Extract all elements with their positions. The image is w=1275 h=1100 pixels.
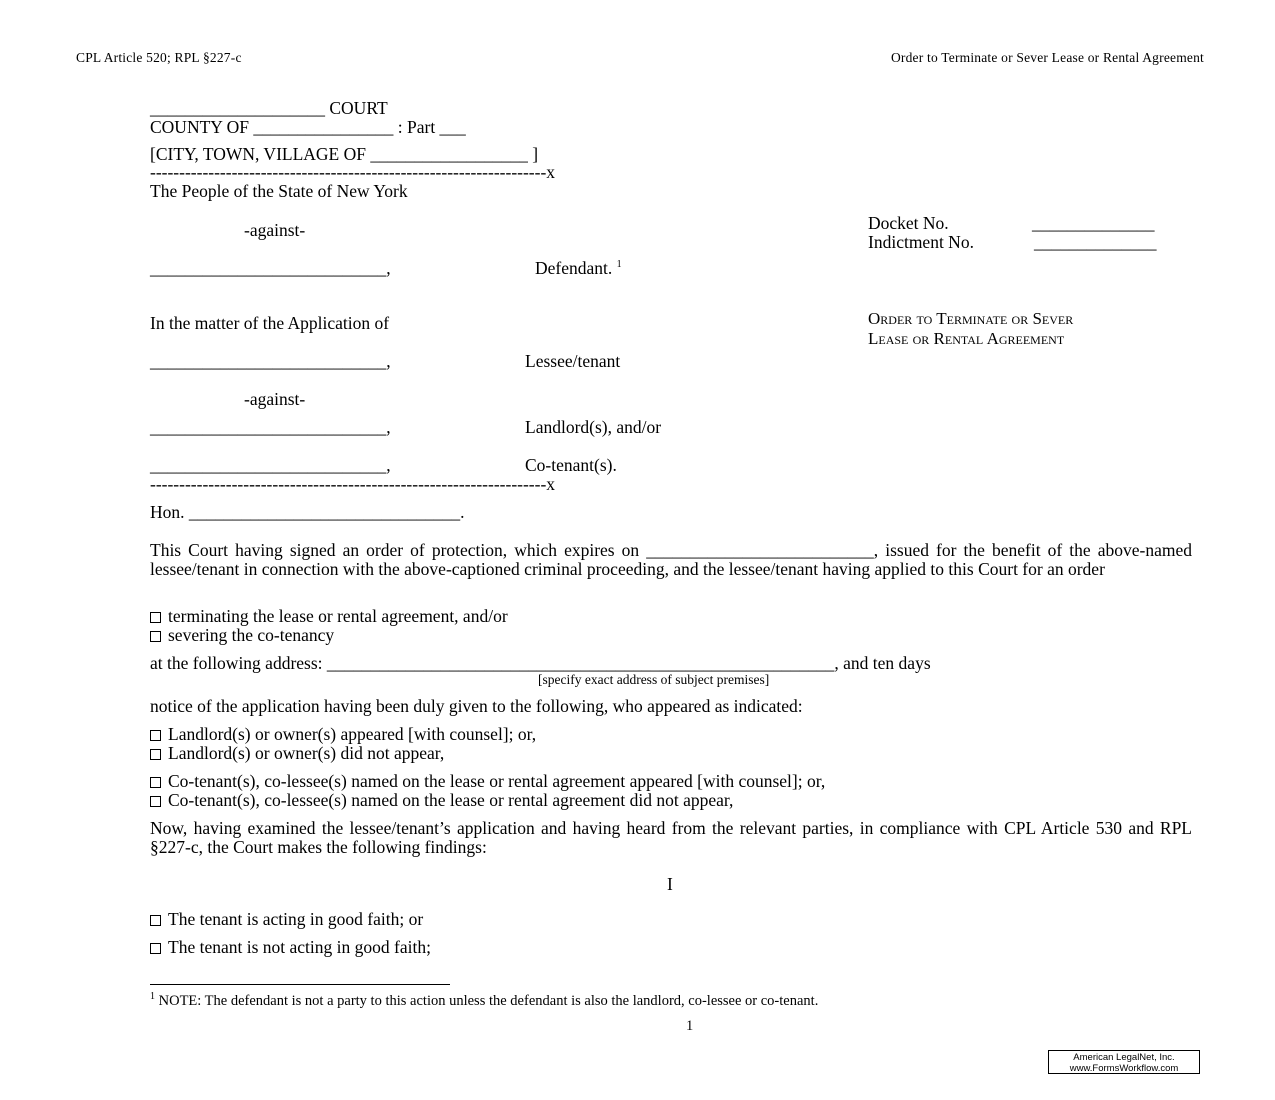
notice-text: notice of the application having been duly given to the following, who appeared as indicated: <box>150 696 803 716</box>
landlord-label: Landlord(s), and/or <box>525 417 662 437</box>
defendant-blank[interactable]: ___________________________, <box>150 258 391 278</box>
section-heading: I <box>667 874 673 894</box>
order-title-line-2: Lease or Rental Agreement <box>868 329 1065 348</box>
order-title-line-1: Order to Terminate or Sever <box>868 309 1074 328</box>
footnote-marker: 1 <box>150 991 155 1003</box>
landlord-blank[interactable]: ___________________________, <box>150 417 391 437</box>
findings-intro: Now, having examined the lessee/tenant’s application and having heard from the relevant parties, in compliance with CPL Article 530 and RPL §227-c, the Court makes the following findings: <box>150 818 1192 857</box>
address-line[interactable]: at the following address: __________________________________________________________, and ten days <box>150 653 931 673</box>
landlord-appeared-option[interactable]: Landlord(s) or owner(s) appeared [with counsel]; or, <box>150 725 536 744</box>
footnote-separator <box>150 984 450 985</box>
people-title: The People of the State of New York <box>150 181 408 201</box>
relief-option-terminate[interactable]: terminating the lease or rental agreement, and/or <box>150 607 508 626</box>
page-number: 1 <box>686 1018 694 1034</box>
checkbox-icon[interactable] <box>150 777 161 788</box>
cotenant-absent-option[interactable]: Co-tenant(s), co-lessee(s) named on the lease or rental agreement did not appear, <box>150 791 733 810</box>
publisher-url: www.FormsWorkflow.com <box>1069 1063 1179 1074</box>
judge-line[interactable]: Hon. _______________________________. <box>150 502 465 522</box>
cotenant-blank[interactable]: ___________________________, <box>150 455 391 475</box>
against-label-2: -against- <box>244 389 306 409</box>
lessee-label: Lessee/tenant <box>525 351 621 371</box>
city-line: [CITY, TOWN, VILLAGE OF __________________ ] <box>150 144 539 164</box>
address-hint: [specify exact address of subject premises] <box>538 672 770 687</box>
lessee-blank[interactable]: ___________________________, <box>150 351 391 371</box>
defendant-label: Defendant. $^1$ <box>535 258 622 278</box>
publisher-badge <box>1048 1050 1200 1074</box>
docket-label: Docket No. <box>868 213 949 233</box>
checkbox-icon[interactable] <box>150 915 161 926</box>
checkbox-icon[interactable] <box>150 631 161 642</box>
checkbox-icon[interactable] <box>150 730 161 741</box>
checkbox-icon[interactable] <box>150 749 161 760</box>
footnote-reference: 1 <box>616 259 622 271</box>
relief-option-sever[interactable]: severing the co-tenancy <box>150 626 334 645</box>
footnote: $^1$ NOTE: The defendant is not a party to this action unless the defendant is also the landlord, co-lessee or co-tenant. <box>150 991 819 1009</box>
county-line: COUNTY OF ________________ : Part ___ <box>150 117 466 137</box>
header-citation: CPL Article 520; RPL §227-c <box>76 50 242 65</box>
intro-paragraph: This Court having signed an order of protection, which expires on __________________________, issued for the benefit of the above-named lessee/tenant in connection with the above-captioned criminal proceeding, and the lessee/tenant having applied to this Court for an order <box>150 540 1192 579</box>
publisher-name: American LegalNet, Inc. <box>1073 1052 1175 1063</box>
good-faith-option[interactable]: The tenant is acting in good faith; or <box>150 910 423 929</box>
landlord-absent-option[interactable]: Landlord(s) or owner(s) did not appear, <box>150 744 444 763</box>
checkbox-icon[interactable] <box>150 796 161 807</box>
bad-faith-option[interactable]: The tenant is not acting in good faith; <box>150 938 431 957</box>
against-label: -against- <box>244 220 306 240</box>
cotenant-label: Co-tenant(s). <box>525 455 617 475</box>
indictment-label: Indictment No. <box>868 232 974 252</box>
caption-bottom-rule: --------------------------------------------------------------------x <box>150 474 556 494</box>
checkbox-icon[interactable] <box>150 943 161 954</box>
indictment-blank[interactable]: ______________ <box>1034 232 1157 252</box>
cotenant-appeared-option[interactable]: Co-tenant(s), co-lessee(s) named on the lease or rental agreement appeared [with counsel]; or, <box>150 772 825 791</box>
court-line: ____________________ COURT <box>150 98 388 118</box>
header-form-title: Order to Terminate or Sever Lease or Rental Agreement <box>890 50 1204 65</box>
docket-blank[interactable]: ______________ <box>1032 213 1155 233</box>
checkbox-icon[interactable] <box>150 612 161 623</box>
caption-top-rule: --------------------------------------------------------------------x <box>150 162 556 182</box>
matter-line: In the matter of the Application of <box>150 313 390 333</box>
